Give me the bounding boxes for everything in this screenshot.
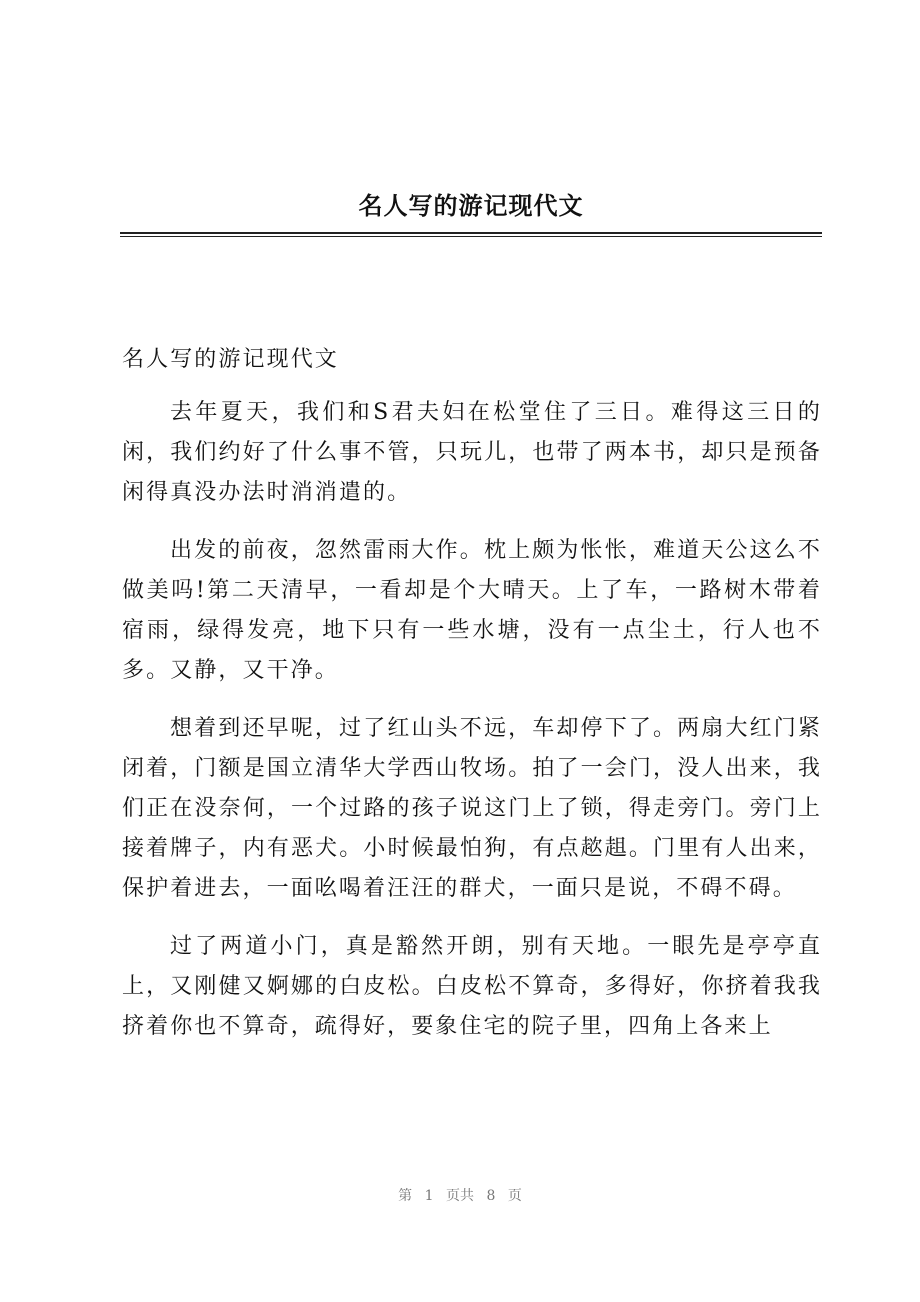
- paragraph: 过了两道小门，真是豁然开朗，别有天地。一眼先是亭亭直上，又刚健又婀娜的白皮松。白皮松不算奇，多得好，你挤着我我挤着你也不算奇，疏得好，要象住宅的院子里，四角上各来上: [122, 934, 822, 1039]
- title-divider: [120, 232, 822, 237]
- page-header: [120, 188, 822, 237]
- title-divider-thin-line: [120, 236, 822, 237]
- paragraph: 想着到还早呢，过了红山头不远，车却停下了。两扇大红门紧闭着，门额是国立清华大学西山牧场。拍了一会门，没人出来，我们正在没奈何，一个过路的孩子说这门上了锁，得走旁门。旁门上接着牌子，内有恶犬。小时候最怕狗，有点趑趄。门里有人出来，保护着进去，一面吆喝着汪汪的群犬，一面只是说，不碍不碍。: [122, 716, 822, 901]
- footer-total-pages: 8: [486, 1188, 496, 1204]
- body-heading: 名人写的游记现代文: [122, 347, 339, 372]
- footer-suffix: 页: [507, 1188, 522, 1204]
- footer-prefix: 第: [398, 1188, 413, 1204]
- title-divider-thick-line: [120, 232, 822, 234]
- paragraph: 出发的前夜，忽然雷雨大作。枕上颇为怅怅，难道天公这么不做美吗!第二天清早，一看却是个大晴天。上了车，一路树木带着宿雨，绿得发亮，地下只有一些水塘，没有一点尘土，行人也不多。又静，又干净。: [122, 538, 822, 683]
- document-title: 名人写的游记现代文: [358, 191, 584, 220]
- paragraph: 去年夏天，我们和S君夫妇在松堂住了三日。难得这三日的闲，我们约好了什么事不管，只玩儿，也带了两本书，却只是预备闲得真没办法时消消遣的。: [122, 400, 822, 505]
- page-footer: [0, 1186, 920, 1206]
- footer-current-page: 1: [424, 1188, 434, 1204]
- document-body: [122, 340, 822, 1065]
- footer-mid: 页共: [446, 1188, 474, 1204]
